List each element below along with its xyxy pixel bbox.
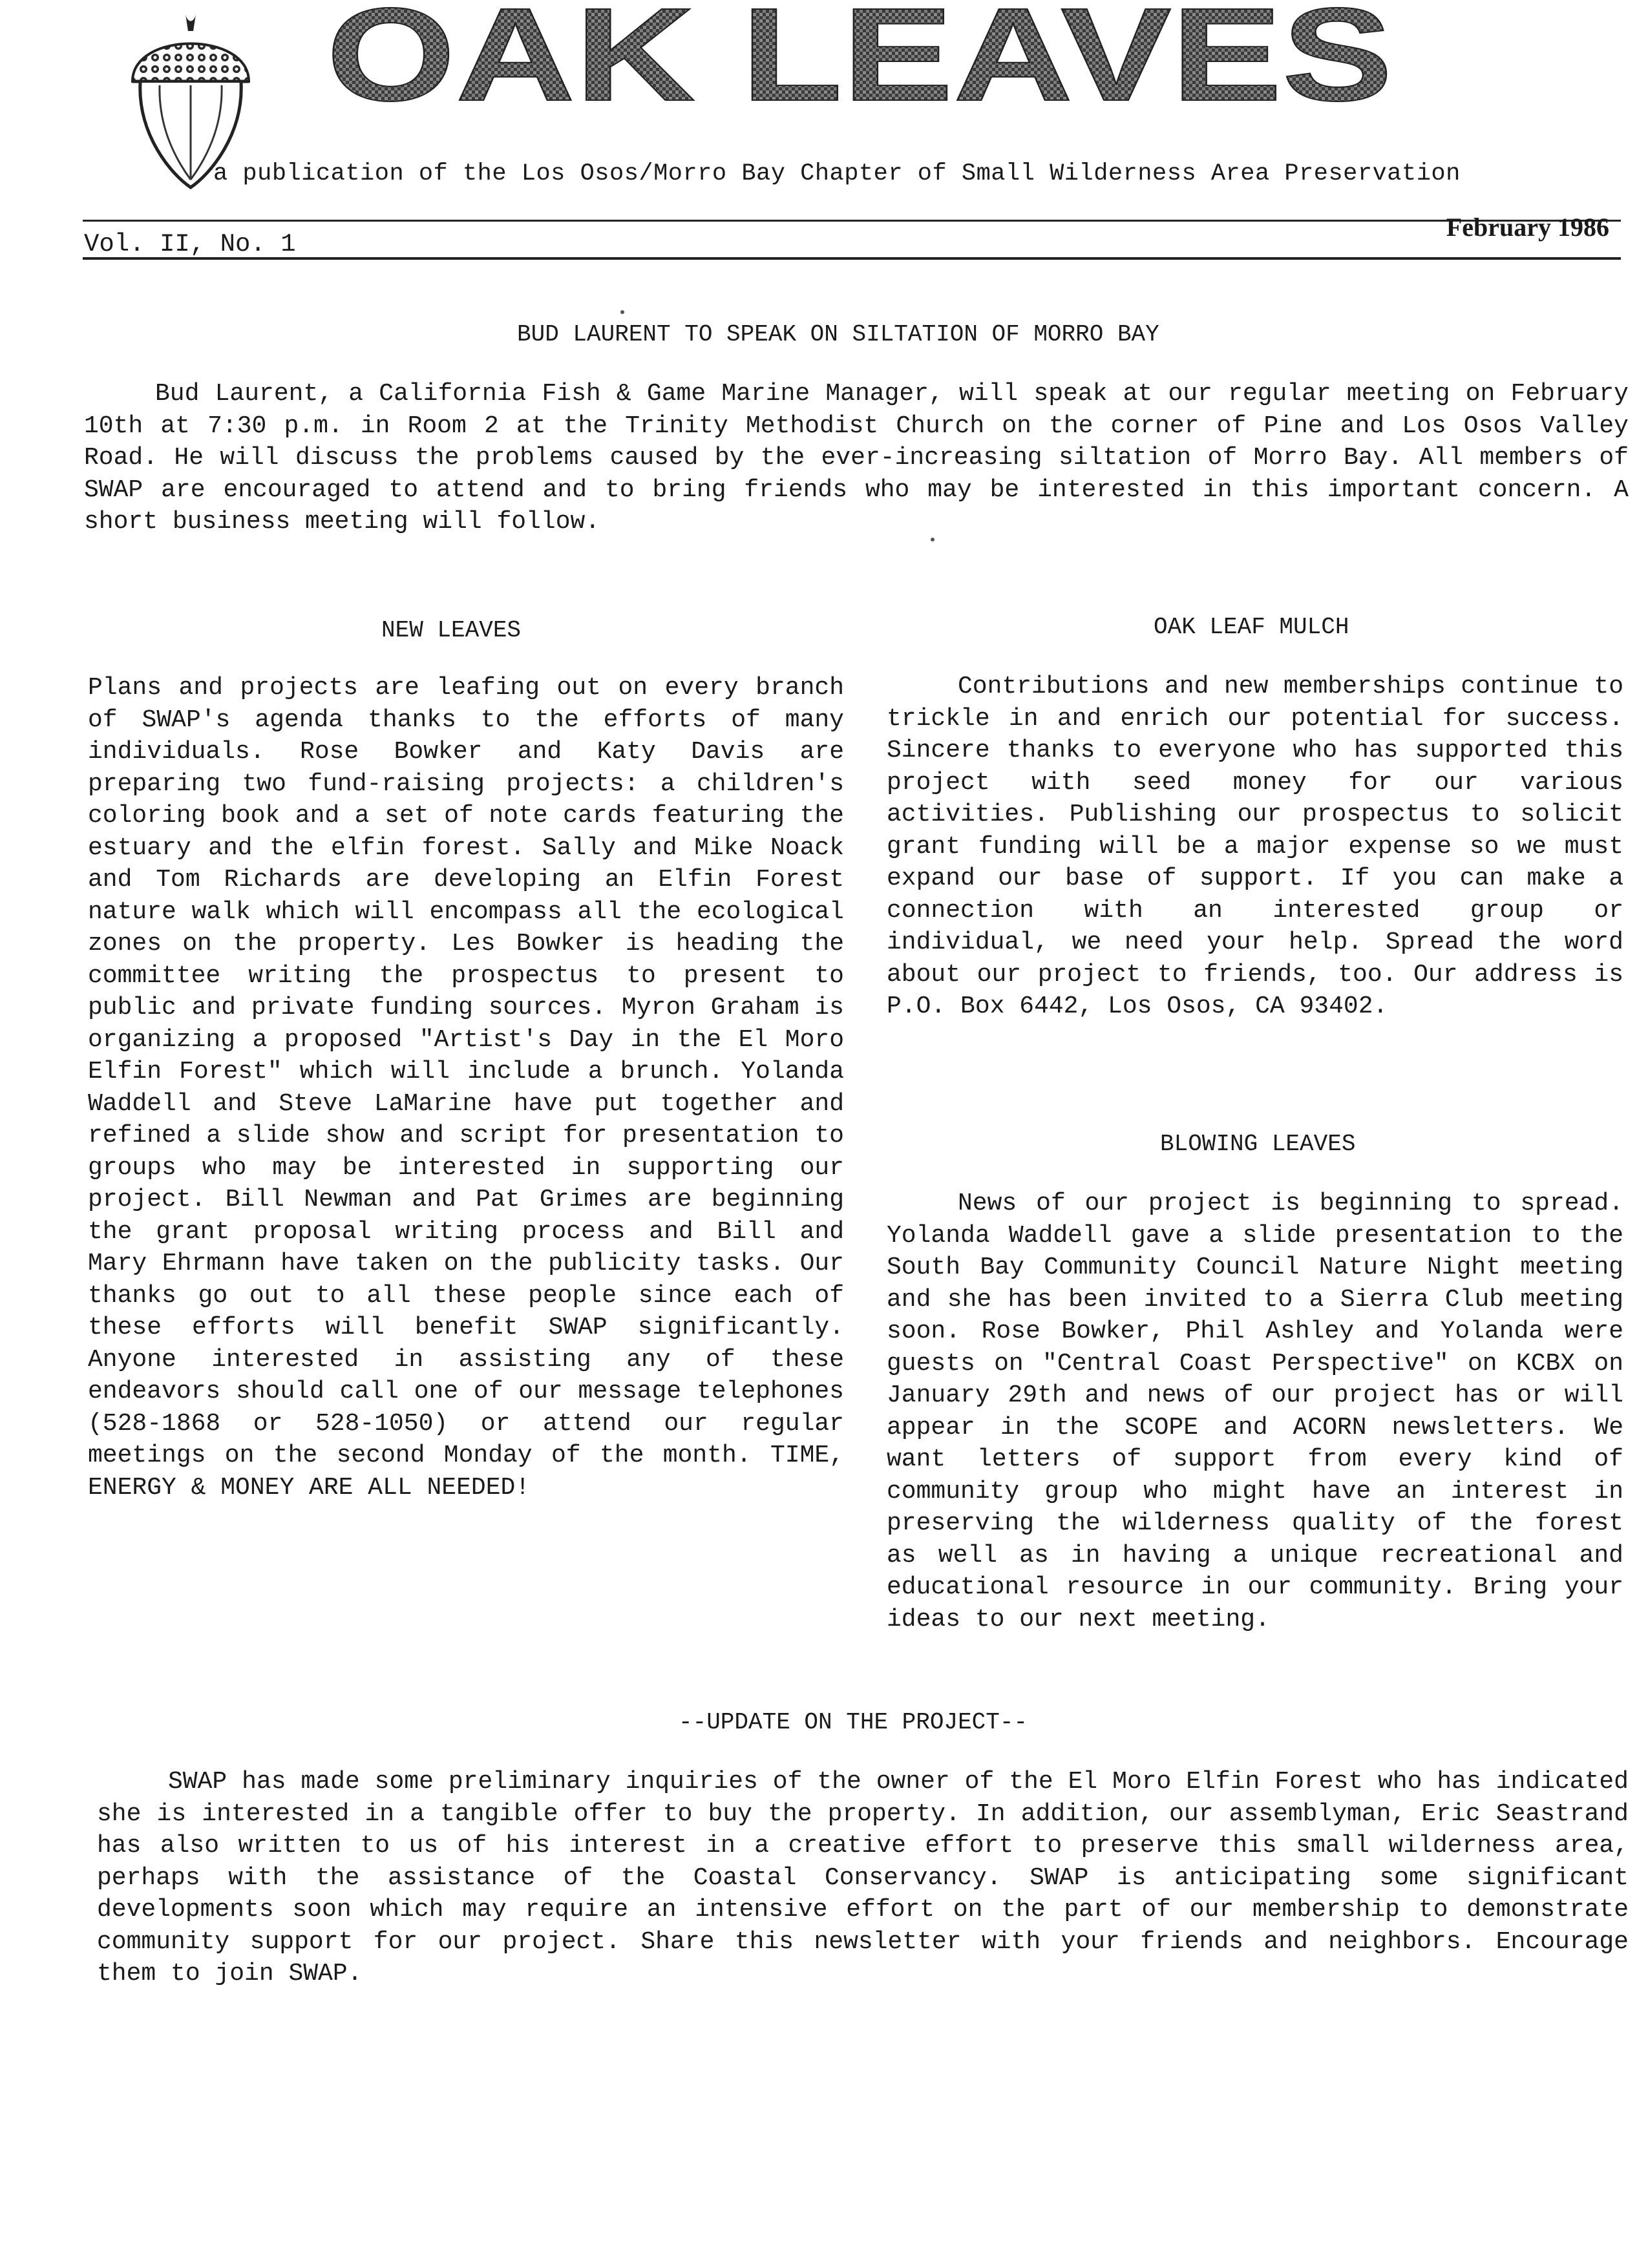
oak-leaf-mulch-text: Contributions and new memberships continue to trickle in and enrich our potential for success. Sincere thanks to everyone who has supported this project with seed money for our various activities. Publishing our prospectus to solicit grant funding will be a major expense so we must expand our base of support. If you can make a connection with an interested group or individual, we need your help. Spread the word about our project to friends, too. Our address is P.O. Box 6442, Los Osos, CA 93402. — [887, 673, 1623, 1020]
new-leaves-body — [88, 672, 844, 1504]
lead-article-text: Bud Laurent, a California Fish & Game Marine Manager, will speak at our regular meeting on February 10th at 7:30 p.m. in Room 2 at the Trinity Methodist Church on the corner of Pine and Los Osos Valley Road. He will discuss the problems caused by the ever-increasing siltation of Morro Bay. All members of SWAP are encouraged to attend and to bring friends who may be interested in this important concern. A short business meeting will follow. — [84, 380, 1629, 536]
masthead-rule-bottom — [83, 257, 1621, 260]
blowing-leaves-text: News of our project is beginning to spread. Yolanda Waddell gave a slide presentation to the South Bay Community Council Nature Night meeting and she has been invited to a Sierra Club meeting soon. Rose Bowker, Phil Ashley and Yolanda were guests on "Central Coast Perspective" on KCBX on January 29th and news of our project has or will appear in the SCOPE and ACORN newsletters. We want letters of support from every kind of community group who might have an interest in preserving the wilderness quality of the forest as well as in having a unique recreational and educational resource in our community. Bring your ideas to our next meeting. — [887, 1190, 1623, 1633]
update-text: SWAP has made some preliminary inquiries of the owner of the El Moro Elfin Forest who has indicated she is interested in a tangible offer to buy the property. In addition, our assemblyman, Eric Seastrand has also written to us of his interest in a creative effort to preserve this small wilderness area, perhaps with the assistance of the Coastal Conservancy. SWAP is anticipating some significant developments soon which may require an intensive effort on the part of our membership to demonstrate community support for our project. Share this newsletter with your friends and neighbors. Encourage them to join SWAP. — [97, 1768, 1629, 1988]
new-leaves-headline: NEW LEAVES — [381, 617, 522, 644]
lead-article-body — [84, 378, 1629, 538]
scan-speck — [620, 310, 624, 314]
blowing-leaves-body — [887, 1188, 1623, 1635]
issue-date: February 1986 — [1446, 213, 1609, 242]
volume-number: Vol. II, No. 1 — [84, 230, 296, 258]
masthead-rule-top — [83, 220, 1621, 222]
lead-headline: BUD LAURENT TO SPEAK ON SILTATION OF MORRO BAY — [517, 321, 1159, 348]
oak-leaf-mulch-headline: OAK LEAF MULCH — [1154, 614, 1349, 640]
blowing-leaves-headline: BLOWING LEAVES — [1160, 1131, 1356, 1157]
update-headline: --UPDATE ON THE PROJECT-- — [679, 1709, 1028, 1736]
masthead-subtitle: a publication of the Los Osos/Morro Bay Chapter of Small Wilderness Area Preservation — [213, 160, 1461, 187]
scan-speck — [931, 538, 935, 541]
update-body — [97, 1766, 1629, 1990]
new-leaves-text: Plans and projects are leafing out on every branch of SWAP's agenda thanks to the efforts of many individuals. Rose Bowker and Katy Davis are preparing two fund-raising projects: a children's coloring book and a set of note cards featuring the estuary and the elfin forest. Sally and Mike Noack and Tom Richards are developing an Elfin Forest nature walk which will encompass all the ecological zones on the property. Les Bowker is heading the committee writing the prospectus to present to public and private funding sources. Myron Graham is organizing a proposed "Artist's Day in the El Moro Elfin Forest" which will include a brunch. Yolanda Waddell and Steve LaMarine have put together and refined a slide show and script for presentation to groups who may be interested in supporting our project. Bill Newman and Pat Grimes are beginning the grant proposal writing process and Bill and Mary Ehrmann have taken on the publicity tasks. Our thanks go out to all these people since each of these efforts will benefit SWAP significantly. Anyone interested in assisting any of these endeavors should call one of our message telephones (528-1868 or 528-1050) or attend our regular meetings on the second Monday of the month. TIME, ENERGY & MONEY ARE ALL NEEDED! — [88, 674, 844, 1502]
masthead-title — [326, 0, 1393, 110]
oak-leaf-mulch-body — [887, 671, 1623, 1023]
masthead-title-text: OAK LEAVES — [326, 0, 1393, 110]
